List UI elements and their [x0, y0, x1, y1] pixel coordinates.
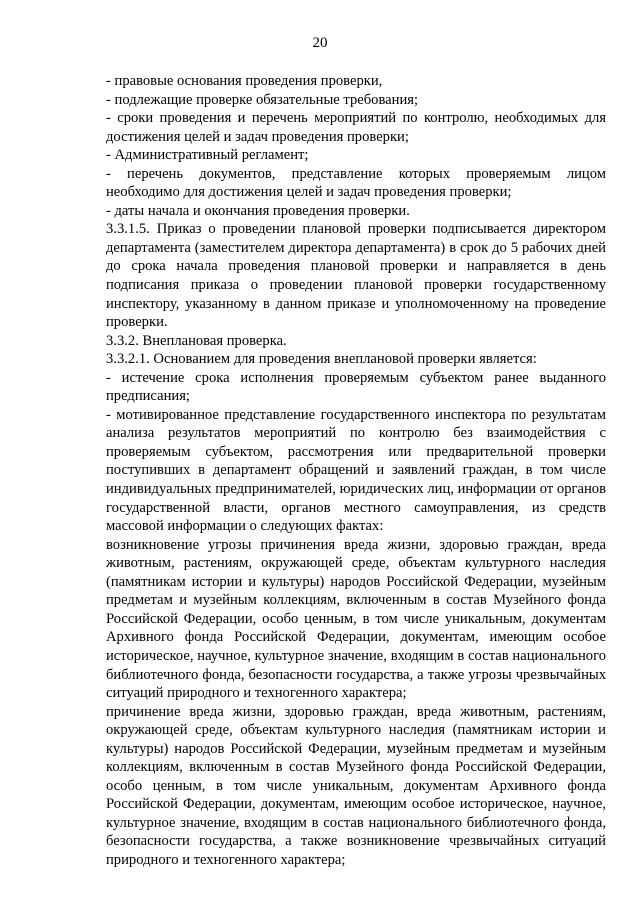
list-item-inspector-submission: - мотивированное представление государственного инспектора по результатам анализа результатов мероприятий по контролю без взаимодействия с проверяемым субъектом, рассмотрения или предварительной проверки поступивших в департамент обращений и заявлений граждан, в том числе индивидуальных предпринимателей, юридических лиц, информации от органов государственной власти, органов местного самоуправления, из средств массовой информации о следующих фактах:	[106, 406, 606, 535]
list-item-administrative-regulation: - Административный регламент;	[106, 147, 309, 164]
paragraph-3-3-2-1: 3.3.2.1. Основанием для проведения внеплановой проверки является:	[106, 351, 537, 368]
list-item-expired-order: - истечение срока исполнения проверяемым субъектом ранее выданного предписания;	[106, 369, 606, 405]
list-item-documents-list: - перечень документов, представление которых проверяемым лицом необходимо для достижения целей и задач проведения проверки;	[106, 165, 606, 201]
section-heading-3-3-2: 3.3.2. Внеплановая проверка.	[106, 332, 287, 349]
paragraph-harm-caused: причинение вреда жизни, здоровью граждан, вреда животным, растениям, окружающей среде, объектам культурного наследия (памятникам истории и культуры) народов Российской Федерации, музейным предметам и музейным коллекциям, включенным в состав Музейного фонда Российской Федерации, особо ценным, в том числе уникальным, документам Архивного фонда Российской Федерации, документам, имеющим особое историческое, научное, культурное значение, входящим в состав национального библиотечного фонда, безопасности государства, а также возникновение чрезвычайных ситуаций природного и техногенного характера;	[106, 703, 606, 868]
document-body	[106, 72, 606, 870]
list-item-mandatory-requirements: - подлежащие проверке обязательные требования;	[106, 91, 419, 108]
paragraph-threat-of-harm: возникновение угрозы причинения вреда жизни, здоровью граждан, вреда животным, растениям, окружающей среде, объектам культурного наследия (памятникам истории и культуры) народов Российской Федерации, музейным предметам и музейным коллекциям, включенным в состав Музейного фонда Российской Федерации, особо ценным, в том числе уникальным, документам Архивного фонда Российской Федерации, документам, имеющим особое историческое, научное, культурное значение, входящим в состав национального библиотечного фонда, безопасности государства, а также угрозы чрезвычайных ситуаций природного и техногенного характера;	[106, 536, 606, 702]
list-item-inspection-terms: - сроки проведения и перечень мероприятий по контролю, необходимых для достижения целей и задач проведения проверки;	[106, 110, 606, 145]
list-item-legal-basis: - правовые основания проведения проверки,	[106, 73, 383, 89]
page-number: 20	[312, 35, 328, 51]
paragraph-3-3-1-5: 3.3.1.5. Приказ о проведении плановой проверки подписывается директором департамента (заместителем директора департамента) в срок до 5 рабочих дней до срока начала проведения плановой проверки и направляется в день подписания приказа о проведении плановой проверки государственному инспектору, указанному в данном приказе и уполномоченному на проведение проверки.	[106, 221, 606, 331]
list-item-start-end-dates: - даты начала и окончания проведения проверки.	[106, 202, 410, 219]
